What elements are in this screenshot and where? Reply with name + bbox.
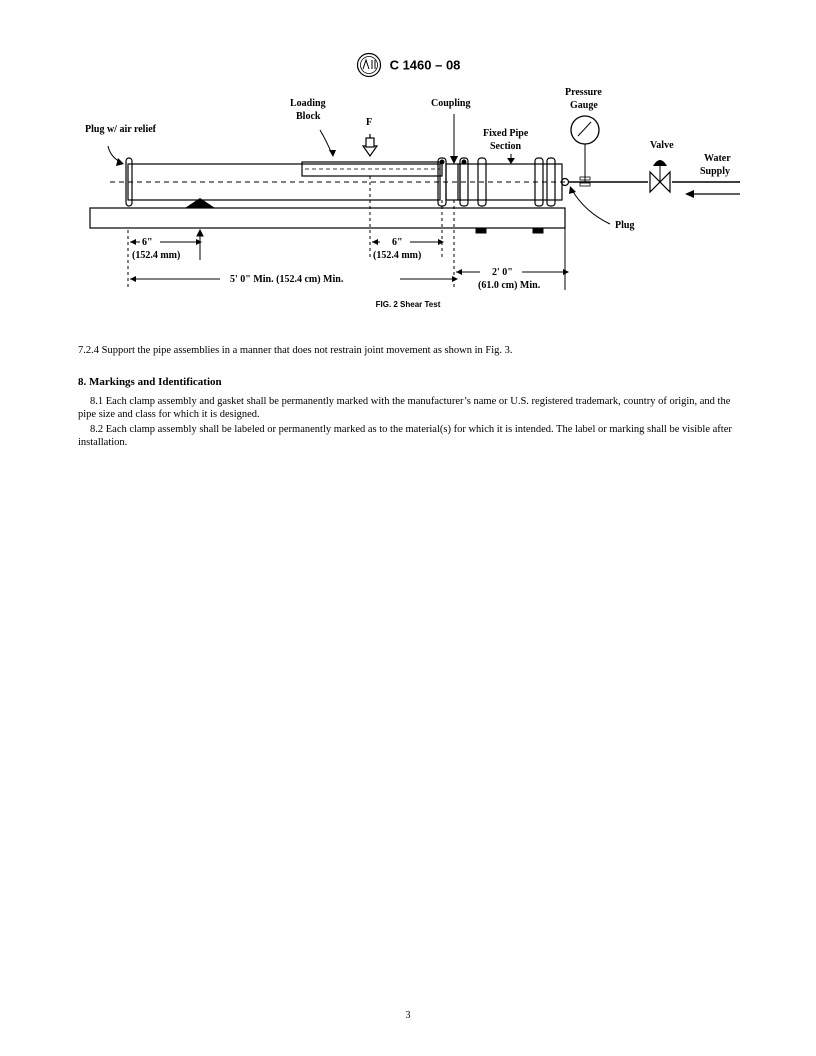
label-loading-block-1: Loading <box>290 98 326 109</box>
section-8 <box>78 376 738 449</box>
label-pressure-1: Pressure <box>565 87 602 98</box>
label-plug: Plug <box>615 220 635 231</box>
label-dim-2ft: 2' 0" <box>492 267 513 278</box>
paragraph-7-2-4 <box>78 344 738 357</box>
label-dim-6-right: 6" <box>392 237 403 248</box>
section-8-title: 8. Markings and Identification <box>78 376 222 388</box>
label-pressure-2: Gauge <box>570 100 598 111</box>
label-dim-2ft-cm: (61.0 cm) Min. <box>478 280 541 291</box>
page-number: 3 <box>405 1010 411 1021</box>
astm-logo-icon <box>356 52 382 78</box>
label-force: F <box>366 117 373 128</box>
label-fixed-pipe-2: Section <box>490 141 522 152</box>
label-dim-5ft: 5' 0" Min. (152.4 cm) Min. <box>230 274 344 285</box>
figure-caption: FIG. 2 Shear Test <box>375 300 441 309</box>
paragraph-8-1: 8.1 Each clamp assembly and gasket shall be permanently marked with the manufacturer’s name or U.S. registered trademark, country of origin, and the pipe size and class for which it is designed. <box>78 396 731 420</box>
paragraph-7-2-4-text: 7.2.4 Support the pipe assemblies in a manner that does not restrain joint movement as shown in Fig. 3. <box>78 345 513 356</box>
label-valve: Valve <box>650 140 674 151</box>
label-dim-6-right-mm: (152.4 mm) <box>373 250 422 261</box>
pressure-gauge-icon <box>571 116 599 144</box>
label-dim-6-left-mm: (152.4 mm) <box>132 250 181 261</box>
label-plug-air-relief: Plug w/ air relief <box>85 124 157 135</box>
paragraph-8-2: 8.2 Each clamp assembly shall be labeled or permanently marked as to the material(s) for which it is intended. The label or marking shall be visible after installation. <box>78 424 732 448</box>
label-water-2: Supply <box>700 166 731 177</box>
label-dim-6-left: 6" <box>142 237 153 248</box>
base-beam <box>90 208 565 228</box>
label-coupling: Coupling <box>431 98 471 109</box>
label-water-1: Water <box>704 153 731 164</box>
document-designation: C 1460 – 08 <box>389 57 461 73</box>
label-fixed-pipe-1: Fixed Pipe <box>483 128 529 139</box>
shear-test-figure <box>80 84 740 314</box>
page-header <box>0 52 816 78</box>
shear-test-diagram <box>80 84 740 314</box>
label-loading-block-2: Block <box>296 111 321 122</box>
